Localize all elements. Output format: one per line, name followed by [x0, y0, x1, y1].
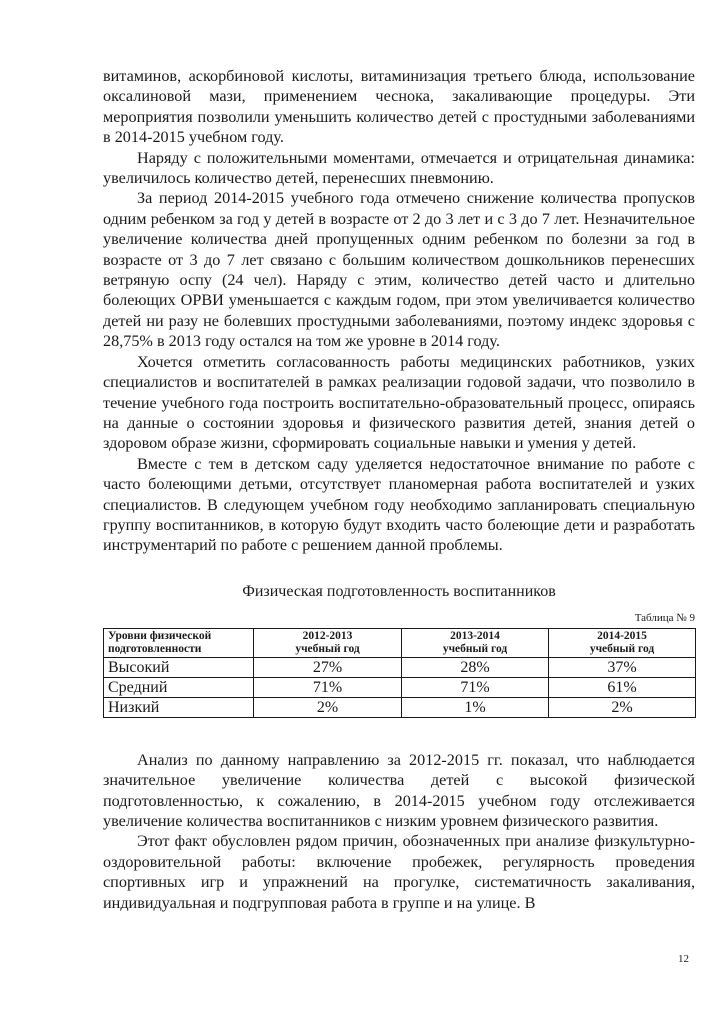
table-row	[104, 677, 696, 697]
table-cell: 27%	[254, 657, 402, 677]
header-2014-2015: 2014-2015 учебный год	[549, 628, 696, 657]
header-2012-2013: 2012-2013 учебный год	[254, 628, 402, 657]
table-title: Физическая подготовленность воспитанников	[242, 582, 556, 600]
table-cell: 2%	[549, 697, 696, 717]
paragraph-insufficient-attention: Вместе с тем в детском саду уделяется недостаточное внимание по работе с часто болеющими детьми, отсутствует планомерная работа воспитателей и узких специалистов. В следующем учебном году необходимо запланировать специальную группу воспитанников, в которую будут входить часто болеющие дети и разработать инструментарий по работе с решением данной проблемы.	[103, 454, 695, 555]
row-label: Средний	[104, 677, 254, 697]
table-cell: 71%	[402, 677, 549, 697]
document-page	[103, 66, 695, 913]
fitness-table	[103, 628, 696, 718]
paragraph-continuation: витаминов, аскорбиновой кислоты, витаминизация третьего блюда, использование оксалиновой мази, применением чеснока, закаливающие процедуры. Эти мероприятия позволили уменьшить количество детей с простудными заболеваниями в 2014-2015 учебном году.	[103, 67, 695, 147]
table-header-row	[104, 628, 696, 657]
paragraph-analysis: Анализ по данному направлению за 2012-2015 гг. показал, что наблюдается значительное увеличение количества детей с высокой физической подготовленностью, к сожалению, в 2014-2015 учебном году отслеживается увеличение количества воспитанников с низким уровнем физического развития.	[103, 750, 695, 830]
paragraph-coordination: Хочется отметить согласованность работы медицинских работников, узких специалистов и воспитателей в рамках реализации годовой задачи, что позволило в течение учебного года построить воспитательно-образовательный процесс, опираясь на данные о состоянии здоровья и физического развития детей, знания детей о здоровом образе жизни, сформировать социальные навыки и умения у детей.	[103, 352, 695, 453]
table-cell: 37%	[549, 657, 696, 677]
table-cell: 71%	[254, 677, 402, 697]
row-label: Высокий	[104, 657, 254, 677]
table-number: Таблица № 9	[634, 611, 695, 624]
table-cell: 2%	[254, 697, 402, 717]
table-row	[104, 697, 696, 717]
table-row	[104, 657, 696, 677]
header-levels: Уровни физической подготовленности	[104, 628, 254, 657]
table-cell: 28%	[402, 657, 549, 677]
table-cell: 1%	[402, 697, 549, 717]
paragraph-absence-stats: За период 2014-2015 учебного года отмечено снижение количества пропусков одним ребенком за год у детей в возрасте от 2 до 3 лет и с 3 до 7 лет. Незначительное увеличение количества дней пропущенных одним ребенком по болезни за год в возрасте от 3 до 7 лет связано с большим количеством дошкольников перенесших ветряную оспу (24 чел). Наряду с этим, количество детей часто и длительно болеющих ОРВИ уменьшается с каждым годом, при этом увеличивается количество детей ни разу не болевших простудными заболеваниями, поэтому индекс здоровья с 28,75% в 2013 году остался на том же уровне в 2014 году.	[103, 189, 695, 351]
paragraph-negative-dynamics: Наряду с положительными моментами, отмечается и отрицательная динамика: увеличилось количество детей, перенесших пневмонию.	[103, 148, 695, 188]
row-label: Низкий	[104, 697, 254, 717]
page-number: 12	[678, 953, 689, 965]
table-cell: 61%	[549, 677, 696, 697]
paragraph-reasons: Этот факт обусловлен рядом причин, обозначенных при анализе физкультурно-оздоровительной работы: включение пробежек, регулярность проведения спортивных игр и упражнений на прогулке, систематичность закаливания, индивидуальная и подгрупповая работа в группе и на улице. В	[103, 832, 695, 912]
header-2013-2014: 2013-2014 учебный год	[402, 628, 549, 657]
